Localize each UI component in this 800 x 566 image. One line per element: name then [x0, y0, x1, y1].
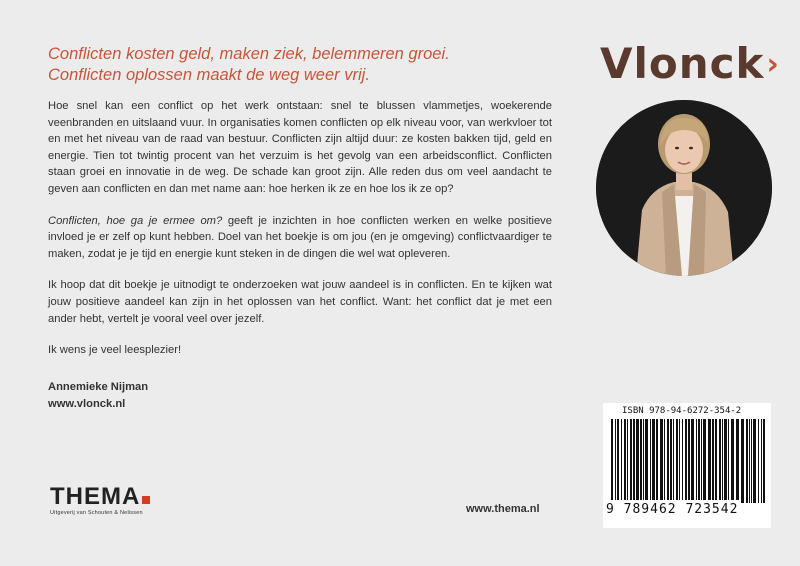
- isbn-label: ISBN 978-94-6272-354-2: [622, 406, 742, 416]
- thema-name: THEMA: [50, 483, 141, 510]
- signature: [48, 379, 148, 413]
- publisher-url: www.thema.nl: [466, 503, 540, 515]
- paragraph-2-text: geeft je inzichten in hoe conflicten werken en welke positieve invloed je er zelf op kunt hebben. Doel van het boekje is om jou (en je omgeving) conflictvaardiger te maken, zodat je je tijd en energie kunt steken in de dingen die wel wat opleveren.: [48, 214, 552, 260]
- vlonck-logo: [600, 40, 780, 93]
- barcode-digits: 9 789462 723542: [606, 502, 739, 517]
- paragraph-1: Hoe snel kan een conflict op het werk ontstaan: snel te blussen vlammetjes, woekerende veenbranden en uitslaand vuur. In organisaties komen conflicten op elk niveau voor, van werkvloer tot en met het niveau van de raad van bestuur. Conflicten zijn altijd duur: ze kosten bakken tijd, geld en energie. Tien tot twintig procent van het verzuim is het gevolg van een arbeidsconflict. Conflicten staan groei en innovatie in de weg. De schade kan groot zijn. Alle reden dus om veel aandacht te geven aan conflicten en dan met name aan: hoe herken ik ze en hoe los ik ze op?: [48, 100, 552, 195]
- author-url: www.vlonck.nl: [48, 398, 126, 410]
- tagline-line-1: Conflicten kosten geld, maken ziek, belemmeren groei.: [48, 45, 450, 63]
- back-cover-text: [48, 98, 552, 374]
- thema-logo: [50, 484, 150, 516]
- book-title-inline: Conflicten, hoe ga je ermee om?: [48, 214, 223, 227]
- vlonck-logo-mark: ›: [766, 47, 780, 82]
- paragraph-2: [48, 213, 552, 263]
- paragraph-3: Ik hoop dat dit boekje je uitnodigt te onderzoeken wat jouw aandeel is in conflicten. En te kijken wat jouw positieve aandeel kan zijn in het oplossen van het conflict. Want: het conflict dat je met een ander hebt, vertelt je vooral veel over jezelf.: [48, 279, 552, 325]
- portrait-illustration: [596, 100, 772, 276]
- tagline: [48, 44, 548, 86]
- paragraph-4: Ik wens je veel leesplezier!: [48, 344, 182, 357]
- tagline-line-2: Conflicten oplossen maakt de weg weer vrij.: [48, 66, 370, 84]
- vlonck-logo-text: Vlonck: [600, 39, 765, 88]
- thema-wordmark: [50, 484, 150, 510]
- author-name: Annemieke Nijman: [48, 381, 149, 393]
- thema-dot-icon: [142, 496, 150, 504]
- author-portrait: [596, 100, 772, 276]
- thema-subtitle: Uitgeverij van Schouten & Nelissen: [50, 510, 143, 516]
